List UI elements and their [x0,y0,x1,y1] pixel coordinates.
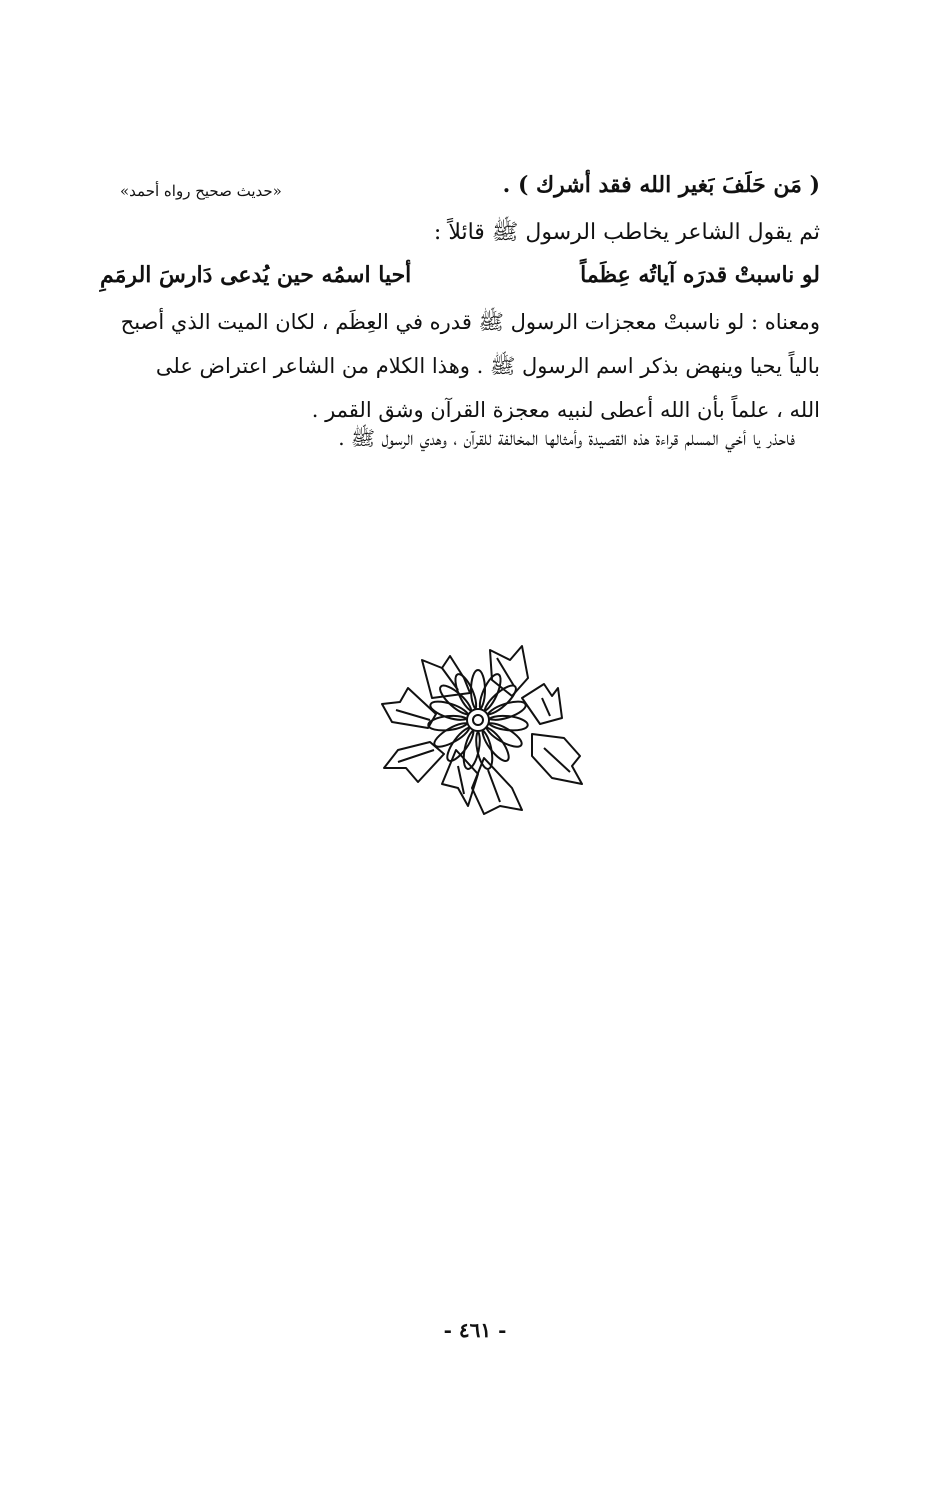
intro-line: ثم يقول الشاعر يخاطب الرسول ﷺ قائلاً : [433,220,820,245]
explanation-paragraph [95,300,820,432]
verse-first-hemistich: لو ناسبتْ قدرَه آياتُه عِظَماً [580,262,820,288]
explanation-line: ومعناه : لو ناسبتْ معجزات الرسول ﷺ قدره في العِظَم ، لكان الميت الذي أصبح [120,310,820,334]
explanation-line: الله ، علماً بأن الله أعطى لنبيه معجزة القرآن وشق القمر . [311,398,820,422]
page-number: - ٤٦١ - [443,1318,507,1342]
hadith-quote: ( مَن حَلَفَ بَغير الله فقد أشرك ) . [502,172,820,198]
flower-icon [372,638,587,818]
explanation-line: بالياً يحيا وينهض بذكر اسم الرسول ﷺ . وهذا الكلام من الشاعر اعتراض على [155,354,820,378]
verse-second-hemistich: أحيا اسمُه حين يُدعى دَارسَ الرمَمِ [100,262,412,288]
warning-line: فاحذر يا أخي المسلم قراءة هذه القصيدة وأمثالها المخالفة للقرآن ، وهدي الرسول ﷺ . [338,426,795,450]
poem-verse [100,262,820,288]
hadith-source: «حديث صحيح رواه أحمد» [120,182,282,200]
